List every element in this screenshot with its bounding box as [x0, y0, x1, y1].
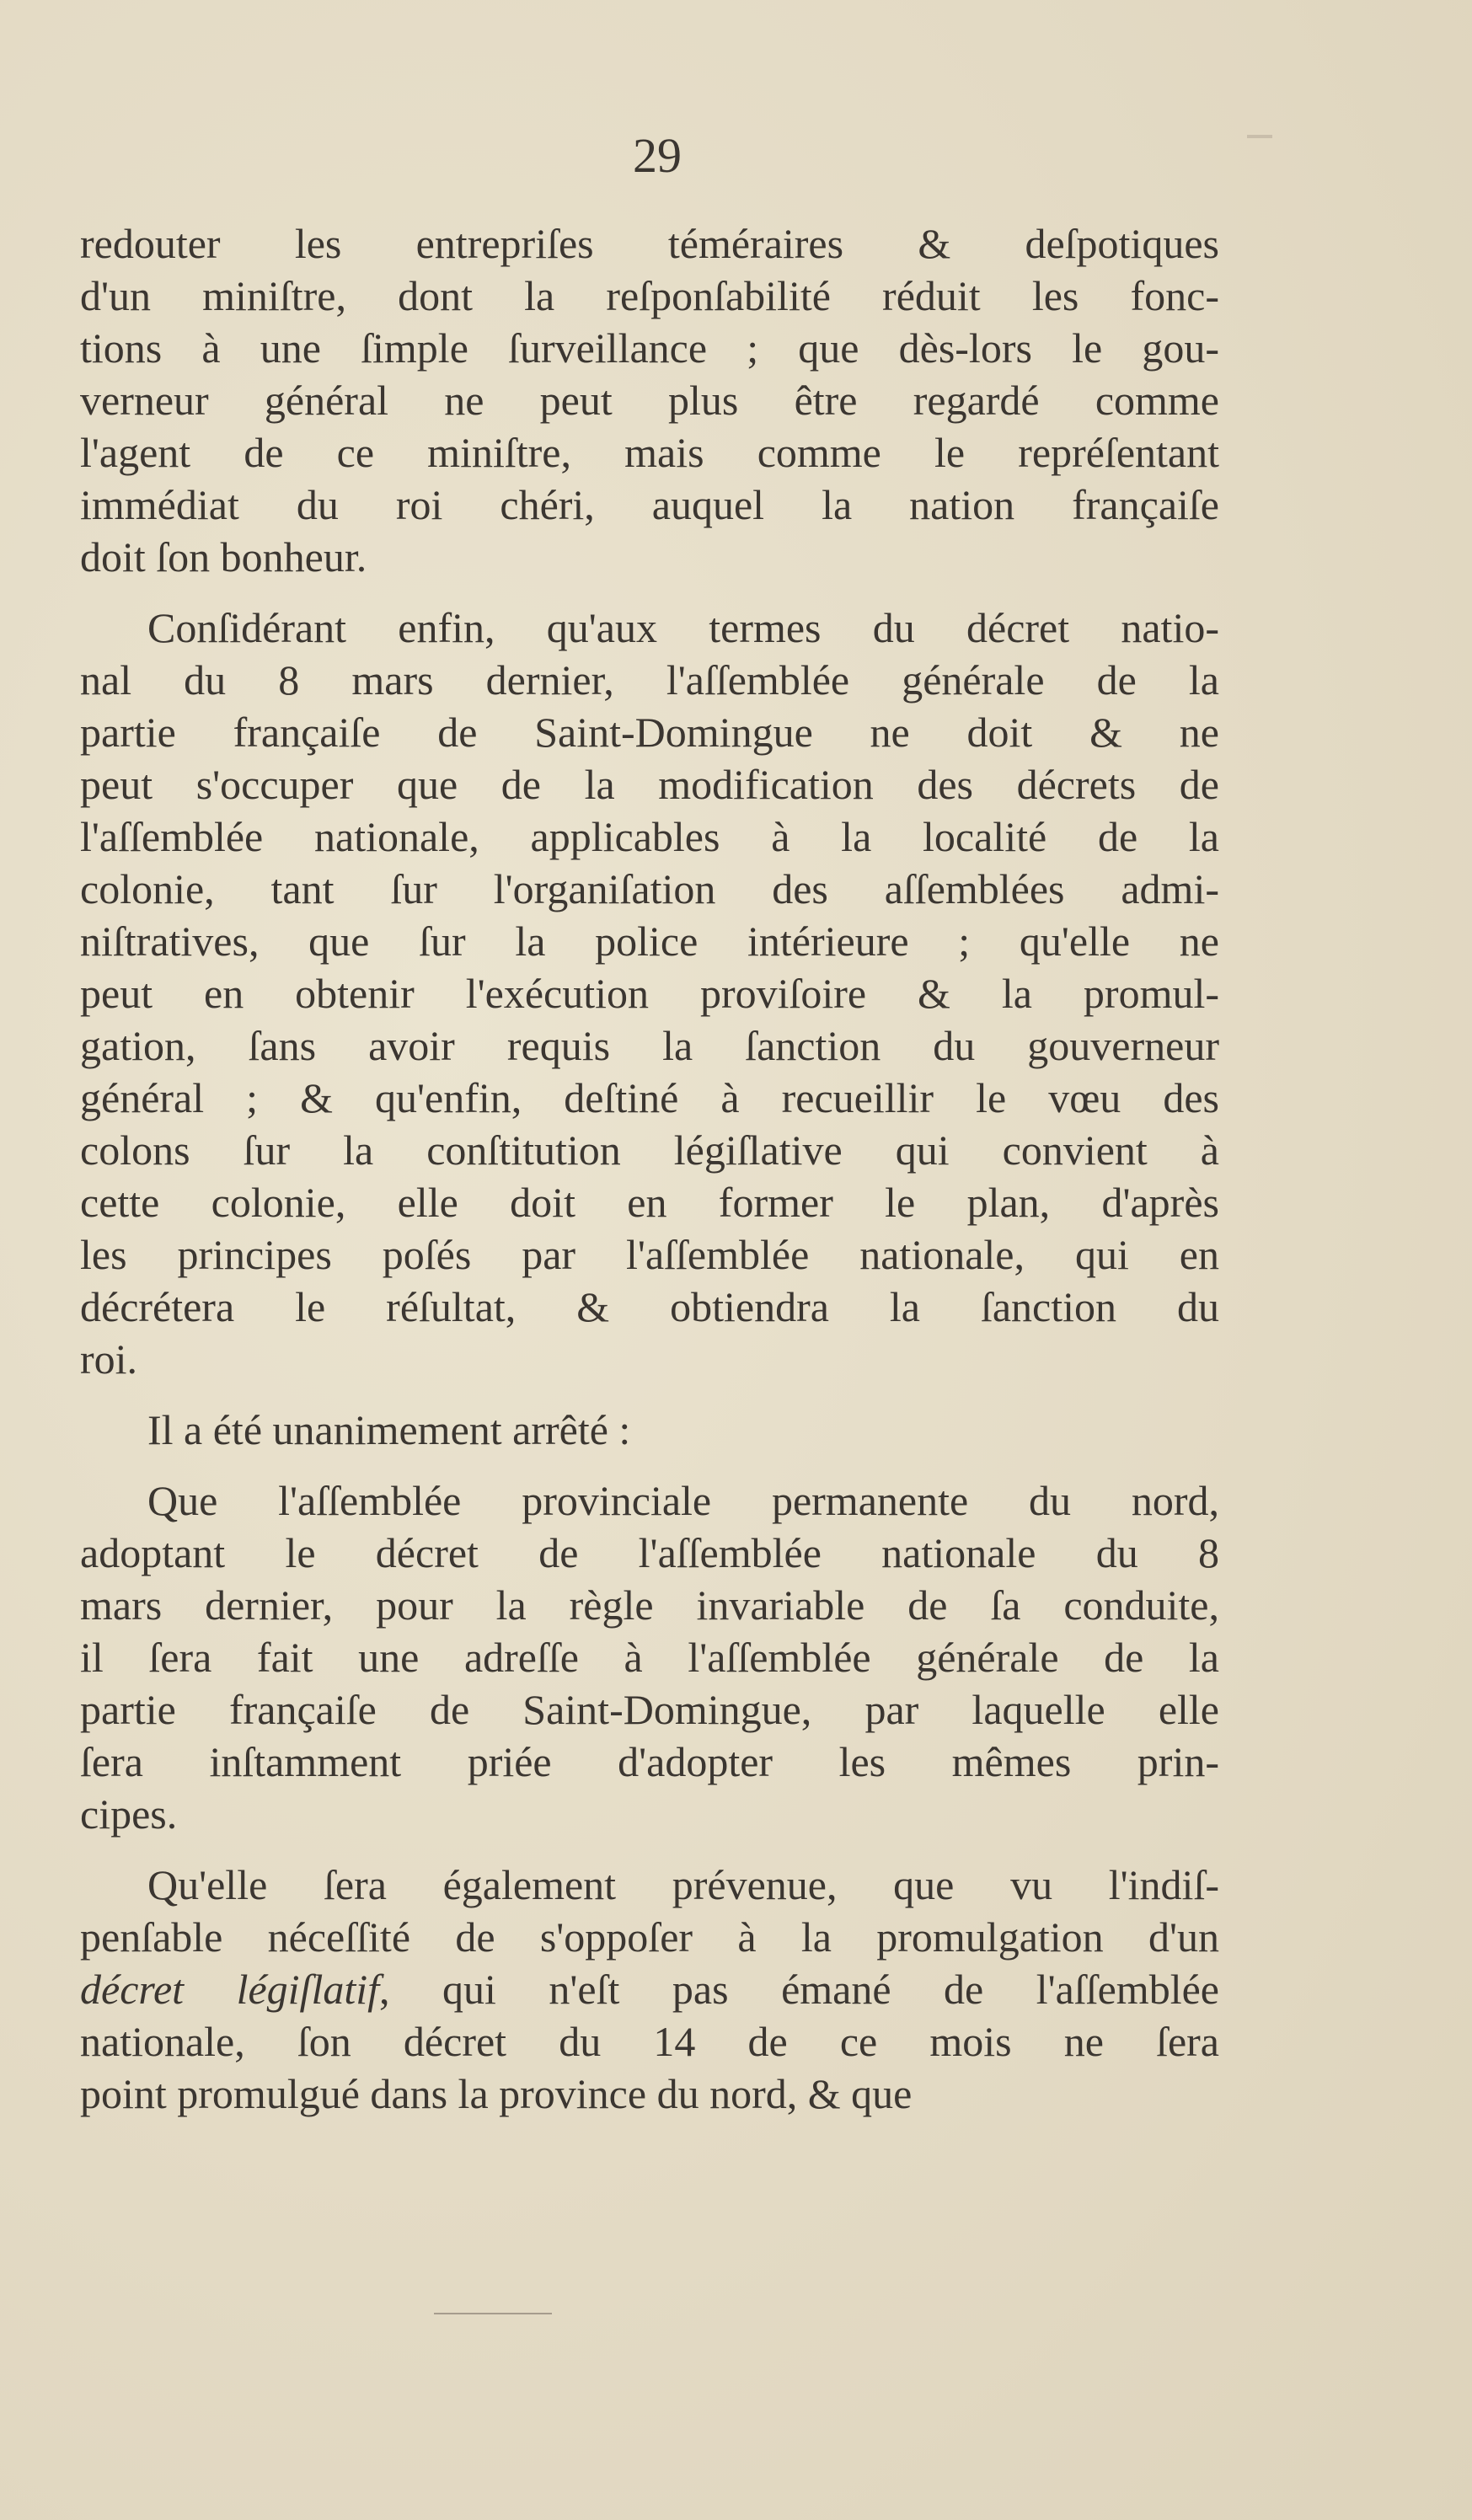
text-line: Conſidérant enfin, qu'aux termes du décret natio-	[147, 604, 1219, 651]
text-line: l'aſſemblée nationale, applicables à la localité de la	[80, 813, 1219, 860]
text-line: peut s'occuper que de la modification des décrets de	[80, 761, 1219, 808]
text-line: les principes poſés par l'aſſemblée nationale, qui en	[80, 1231, 1219, 1278]
text-line: immédiat du roi chéri, auquel la nation françaiſe	[80, 481, 1219, 528]
text-line: tions à une ſimple ſurveillance ; que dès-lors le gou-	[80, 324, 1219, 372]
text-line: général ; & qu'enfin, deſtiné à recueillir le vœu des	[80, 1074, 1219, 1121]
paragraph	[80, 1474, 1219, 1840]
text-line: point promulgué dans la province du nord, & que	[80, 2070, 913, 2117]
text-line: Que l'aſſemblée provinciale permanente du nord,	[147, 1477, 1219, 1524]
paragraph	[80, 602, 1219, 1385]
footer-rule	[434, 2313, 552, 2314]
scan-blemish	[1247, 135, 1272, 138]
text-line: partie françaiſe de Saint-Domingue, par laquelle elle	[80, 1686, 1219, 1733]
text-line: cette colonie, elle doit en former le plan, d'après	[80, 1179, 1219, 1226]
body-text	[80, 217, 1219, 2138]
text-line: décrétera le réſultat, & obtiendra la ſanction du	[80, 1283, 1219, 1330]
italic-text: décret légiſlatif	[80, 1966, 380, 2013]
text-line: doit ſon bonheur.	[80, 533, 367, 581]
text-line: l'agent de ce miniſtre, mais comme le repréſentant	[80, 429, 1219, 476]
text-line: mars dernier, pour la règle invariable de ſa conduite,	[80, 1581, 1219, 1629]
text-line: Il a été unanimement arrêté :	[147, 1406, 631, 1453]
page-number: 29	[633, 128, 682, 183]
paragraph	[80, 1859, 1219, 2120]
text-line: il ſera fait une adreſſe à l'aſſemblée générale de la	[80, 1634, 1219, 1681]
paragraph	[80, 217, 1219, 583]
text-line: Qu'elle ſera également prévenue, que vu l'indiſ-	[147, 1861, 1219, 1908]
text-line: gation, ſans avoir requis la ſanction du gouverneur	[80, 1022, 1219, 1069]
text-line: nationale, ſon décret du 14 de ce mois ne ſera	[80, 2018, 1219, 2065]
text-line: partie françaiſe de Saint-Domingue ne doit & ne	[80, 709, 1219, 756]
text-segment: , qui n'eſt pas émané de l'aſſemblée	[379, 1966, 1219, 2013]
text-line: nal du 8 mars dernier, l'aſſemblée générale de la	[80, 656, 1219, 704]
text-line: peut en obtenir l'exécution proviſoire & la promul-	[80, 970, 1219, 1017]
text-line: adoptant le décret de l'aſſemblée nationale du 8	[80, 1529, 1219, 1576]
text-line: colons ſur la conſtitution légiſlative qui convient à	[80, 1126, 1219, 1174]
text-line	[80, 1963, 1219, 2015]
text-line: colonie, tant ſur l'organiſation des aſſemblées admi-	[80, 865, 1219, 912]
paragraph	[80, 1404, 1219, 1456]
text-line: ſera inſtamment priée d'adopter les mêmes prin-	[80, 1738, 1219, 1785]
text-line: verneur général ne peut plus être regardé comme	[80, 377, 1219, 424]
text-line: redouter les entrepriſes téméraires & deſpotiques	[80, 220, 1219, 267]
text-line: cipes.	[80, 1790, 178, 1838]
text-line: niſtratives, que ſur la police intérieure ; qu'elle ne	[80, 918, 1219, 965]
text-line: roi.	[80, 1335, 138, 1383]
text-line: penſable néceſſité de s'oppoſer à la promulgation d'un	[80, 1913, 1219, 1961]
text-line: d'un miniſtre, dont la reſponſabilité réduit les fonc-	[80, 272, 1219, 319]
